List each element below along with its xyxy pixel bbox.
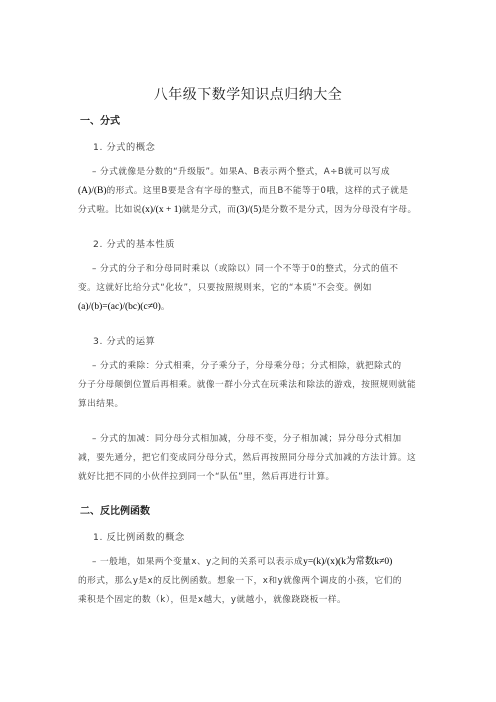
text-line: 减，要先通分，把它们变成同分母分式，然后再按照同分母分式加减的方法计算。这 <box>78 453 417 463</box>
text-run: 为常数 <box>345 557 375 567</box>
paragraph-fraction-multiply-divide <box>78 357 418 414</box>
page-title: 八年级下数学知识点归纳大全 <box>153 87 343 103</box>
section-heading-fractions: 一、分式 <box>80 116 120 127</box>
text-line: 就好比把不同的小伙伴拉到同一个“队伍”里，然后再进行计算。 <box>78 472 335 482</box>
text-line: – 分式的分子和分母同时乘以（或除以）同一个不等于0的整式，分式的值不 <box>92 264 399 274</box>
text-line: – 分式的乘除：分式相乘，分子乘分子，分母乘分母；分式相除，就把除式的 <box>92 361 402 371</box>
text-run: – 一般地，如果两个变量x、y之间的关系可以表示成 <box>92 557 304 567</box>
paragraph-fraction-property <box>78 260 418 317</box>
text-line: 分子分母颠倒位置后再相乘。就像一群小分式在玩乘法和除法的游戏，按照规则就能 <box>78 380 417 390</box>
text-run: 。 <box>160 302 170 312</box>
text-run: 分式啦。比如说 <box>78 205 142 215</box>
text-line <box>78 553 418 572</box>
text-line: 算出结果。 <box>78 399 124 409</box>
formula: (3)/(5) <box>236 205 262 215</box>
subsection-title-fraction-concept: 1. 分式的概念 <box>93 142 156 153</box>
text-line: 的形式，那么y是x的反比例函数。想象一下，x和y就像两个调皮的小孩，它们的 <box>78 576 402 586</box>
text-line: – 分式的加减：同分母分式相加减，分母不变，分子相加减；异分母分式相加 <box>92 434 402 444</box>
text-run: 是分数不是分式，因为分母没有字母。 <box>261 205 417 215</box>
formula: y=(k)/(x)(k <box>303 557 346 567</box>
subsection-title-fraction-property: 2. 分式的基本性质 <box>93 239 175 250</box>
text-line: 乘积是个固定的数（k），但是x越大，y就越小，就像跷跷板一样。 <box>78 595 347 605</box>
formula: (x)/(x + 1) <box>141 205 182 215</box>
paragraph-fraction-concept <box>78 163 418 220</box>
text-line: – 分式就像是分数的“升级版”。如果A、B表示两个整式，A÷B就可以写成 <box>92 167 390 177</box>
subsection-title-fraction-operations: 3. 分式的运算 <box>93 336 156 347</box>
text-line <box>78 182 418 201</box>
paragraph-inverse-concept <box>78 553 418 610</box>
text-run: 的形式。这里B要是含有字母的整式，而且B不能等于0哦，这样的式子就是 <box>106 186 409 196</box>
section-heading-inverse-proportion: 二、反比例函数 <box>80 506 150 517</box>
text-line: 变。这就好比给分式“化妆”，只要按照规则来，它的“本质”不会变。例如 <box>78 283 372 293</box>
formula: (a)/(b)=(ac)/(bc)(c≠0) <box>78 302 161 312</box>
text-line <box>78 201 418 220</box>
text-run: 就是分式，而 <box>181 205 237 215</box>
text-line <box>78 298 418 317</box>
formula: k≠0) <box>374 557 393 567</box>
formula: (A)/(B) <box>78 186 107 196</box>
paragraph-fraction-add-subtract <box>78 430 418 487</box>
subsection-title-inverse-concept: 1. 反比例函数的概念 <box>93 532 185 543</box>
